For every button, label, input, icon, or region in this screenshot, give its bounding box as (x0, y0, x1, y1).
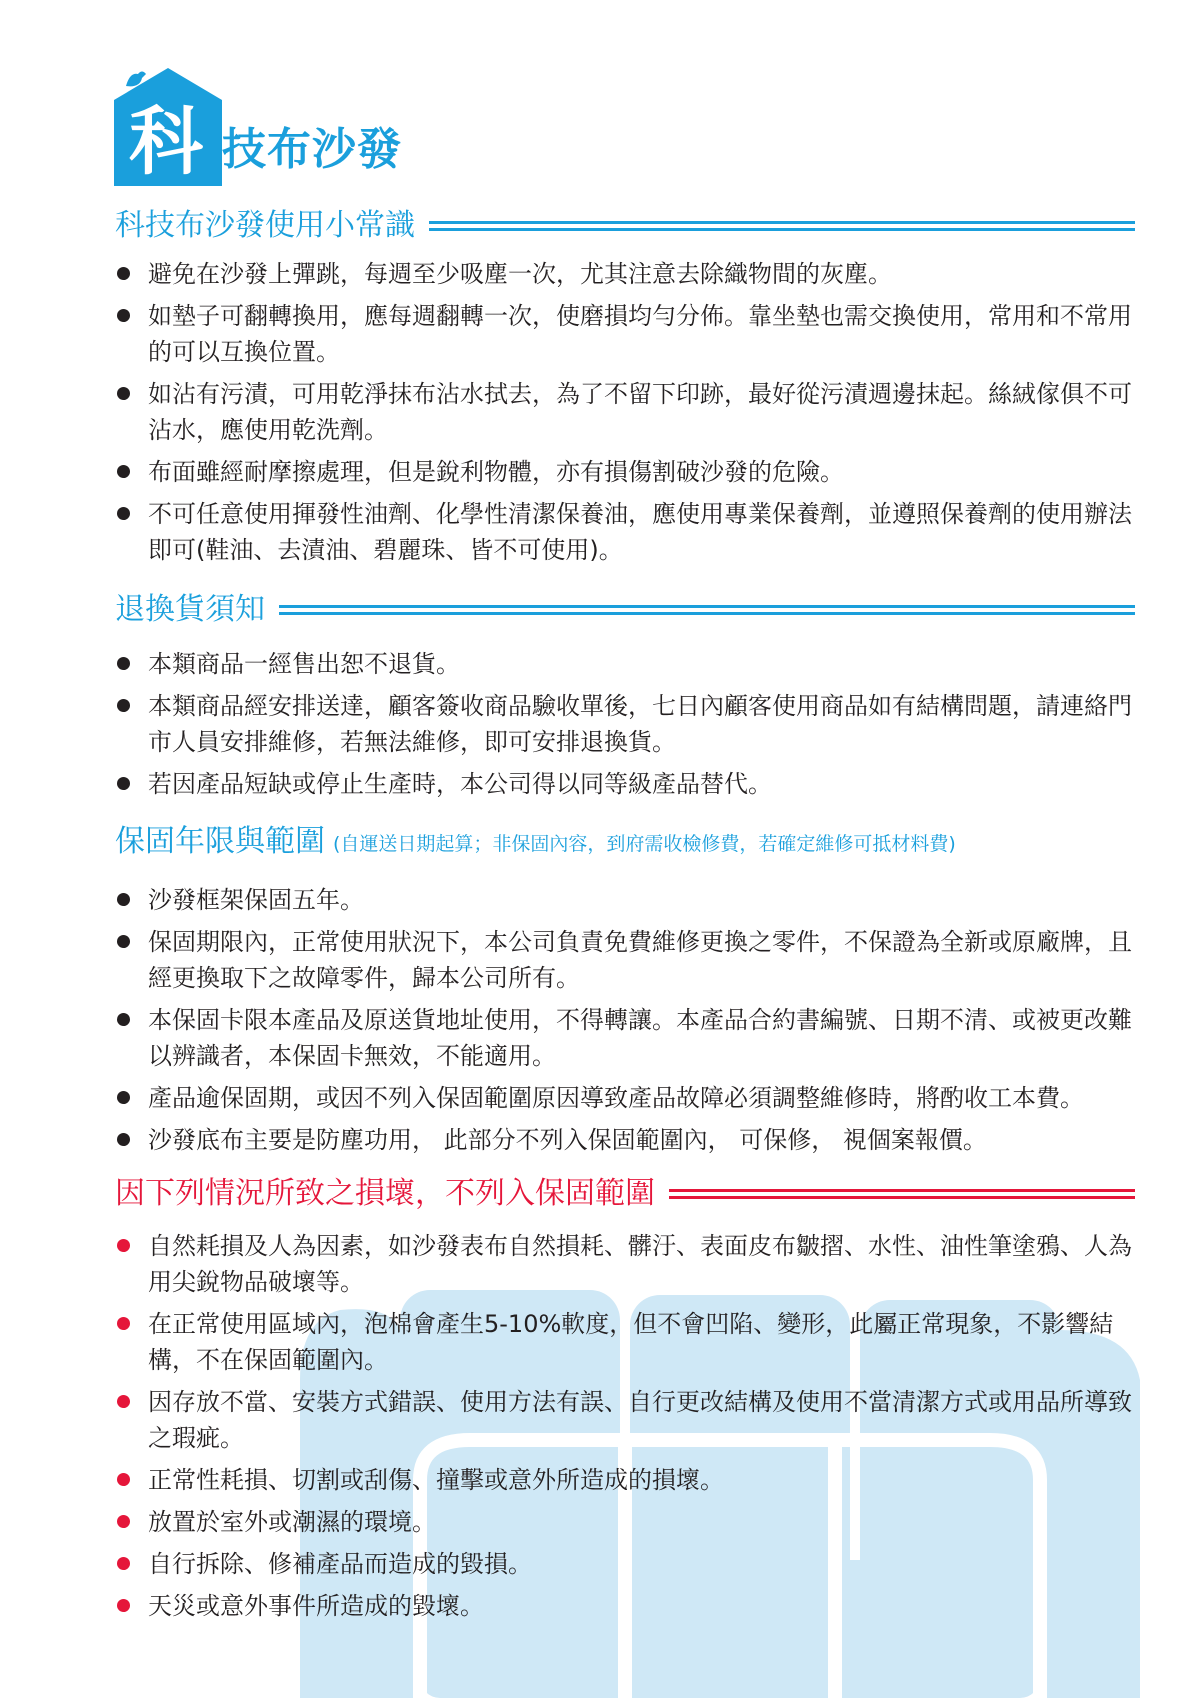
logo-character: 科 (129, 99, 203, 185)
list-item: 若因產品短缺或停止生產時，本公司得以同等級產品替代。 (115, 766, 1135, 802)
returns-list (115, 646, 1135, 808)
bullet-icon (117, 1515, 130, 1528)
section-header-warranty (115, 822, 1135, 862)
warranty-list (115, 882, 1135, 1164)
section-header-returns (115, 590, 1135, 630)
bullet-icon (117, 465, 130, 478)
bullet-icon (117, 1013, 130, 1026)
list-item: 不可任意使用揮發性油劑、化學性清潔保養油，應使用專業保養劑，並遵照保養劑的使用辦法即可(鞋油、去漬油、碧麗珠、皆不可使用)。 (115, 496, 1135, 568)
list-item: 避免在沙發上彈跳，每週至少吸塵一次，尤其注意去除織物間的灰塵。 (115, 256, 1135, 292)
bullet-icon (117, 387, 130, 400)
bullet-icon (117, 1395, 130, 1408)
section-header-usage-tips (115, 206, 1135, 246)
section-note: (自運送日期起算；非保固內容，到府需收檢修費，若確定維修可抵材料費) (333, 832, 956, 855)
bullet-icon (117, 893, 130, 906)
exclusions-list (115, 1228, 1135, 1630)
list-item: 如墊子可翻轉換用，應每週翻轉一次，使磨損均勻分佈。靠坐墊也需交換使用，常用和不常用的可以互換位置。 (115, 298, 1135, 370)
list-item: 如沾有污漬，可用乾淨抹布沾水拭去，為了不留下印跡，最好從污漬週邊抹起。絲絨傢俱不可沾水，應使用乾洗劑。 (115, 376, 1135, 448)
bullet-icon (117, 657, 130, 670)
section-double-rule (429, 221, 1135, 231)
bullet-icon (117, 309, 130, 322)
section-title: 科技布沙發使用小常識 (115, 208, 415, 243)
bullet-icon (117, 1473, 130, 1486)
list-item: 在正常使用區域內，泡棉會產生5-10%軟度，但不會凹陷、變形，此屬正常現象，不影響結構，不在保固範圍內。 (115, 1306, 1135, 1378)
bullet-icon (117, 777, 130, 790)
list-item: 本保固卡限本產品及原送貨地址使用，不得轉讓。本產品合約書編號、日期不清、或被更改難以辨識者，本保固卡無效，不能適用。 (115, 1002, 1135, 1074)
usage-tips-list (115, 256, 1135, 574)
bullet-icon (117, 267, 130, 280)
list-item: 天災或意外事件所造成的毀壞。 (115, 1588, 1135, 1624)
bullet-icon (117, 699, 130, 712)
section-title: 退換貨須知 (115, 592, 265, 627)
list-item: 因存放不當、安裝方式錯誤、使用方法有誤、自行更改結構及使用不當清潔方式或用品所導致之瑕疵。 (115, 1384, 1135, 1456)
list-item: 沙發底布主要是防塵功用， 此部分不列入保固範圍內， 可保修， 視個案報價。 (115, 1122, 1135, 1158)
bullet-icon (117, 507, 130, 520)
list-item: 沙發框架保固五年。 (115, 882, 1135, 918)
section-title: 保固年限與範圍 (115, 824, 325, 859)
list-item: 本類商品經安排送達，顧客簽收商品驗收單後，七日內顧客使用商品如有結構問題，請連絡門市人員安排維修，若無法維修，即可安排退換貨。 (115, 688, 1135, 760)
section-double-rule (279, 605, 1135, 615)
bullet-icon (117, 1133, 130, 1146)
brand-logo (112, 60, 422, 190)
list-item: 放置於室外或潮濕的環境。 (115, 1504, 1135, 1540)
bullet-icon (117, 1317, 130, 1330)
section-header-exclusions (115, 1174, 1135, 1214)
list-item: 本類商品一經售出恕不退貨。 (115, 646, 1135, 682)
bullet-icon (117, 1239, 130, 1252)
section-double-rule (669, 1189, 1135, 1199)
logo-title: 技布沙發 (222, 124, 402, 175)
bullet-icon (117, 1599, 130, 1612)
list-item: 自然耗損及人為因素，如沙發表布自然損耗、髒汙、表面皮布皺摺、水性、油性筆塗鴉、人為用尖銳物品破壞等。 (115, 1228, 1135, 1300)
bullet-icon (117, 1557, 130, 1570)
bullet-icon (117, 1091, 130, 1104)
bullet-icon (117, 935, 130, 948)
list-item: 布面雖經耐摩擦處理，但是銳利物體，亦有損傷割破沙發的危險。 (115, 454, 1135, 490)
section-title: 因下列情況所致之損壞，不列入保固範圍 (115, 1176, 655, 1211)
list-item: 產品逾保固期，或因不列入保固範圍原因導致產品故障必須調整維修時，將酌收工本費。 (115, 1080, 1135, 1116)
list-item: 自行拆除、修補產品而造成的毀損。 (115, 1546, 1135, 1582)
list-item: 正常性耗損、切割或刮傷、撞擊或意外所造成的損壞。 (115, 1462, 1135, 1498)
list-item: 保固期限內，正常使用狀況下，本公司負責免費維修更換之零件，不保證為全新或原廠牌，且經更換取下之故障零件，歸本公司所有。 (115, 924, 1135, 996)
